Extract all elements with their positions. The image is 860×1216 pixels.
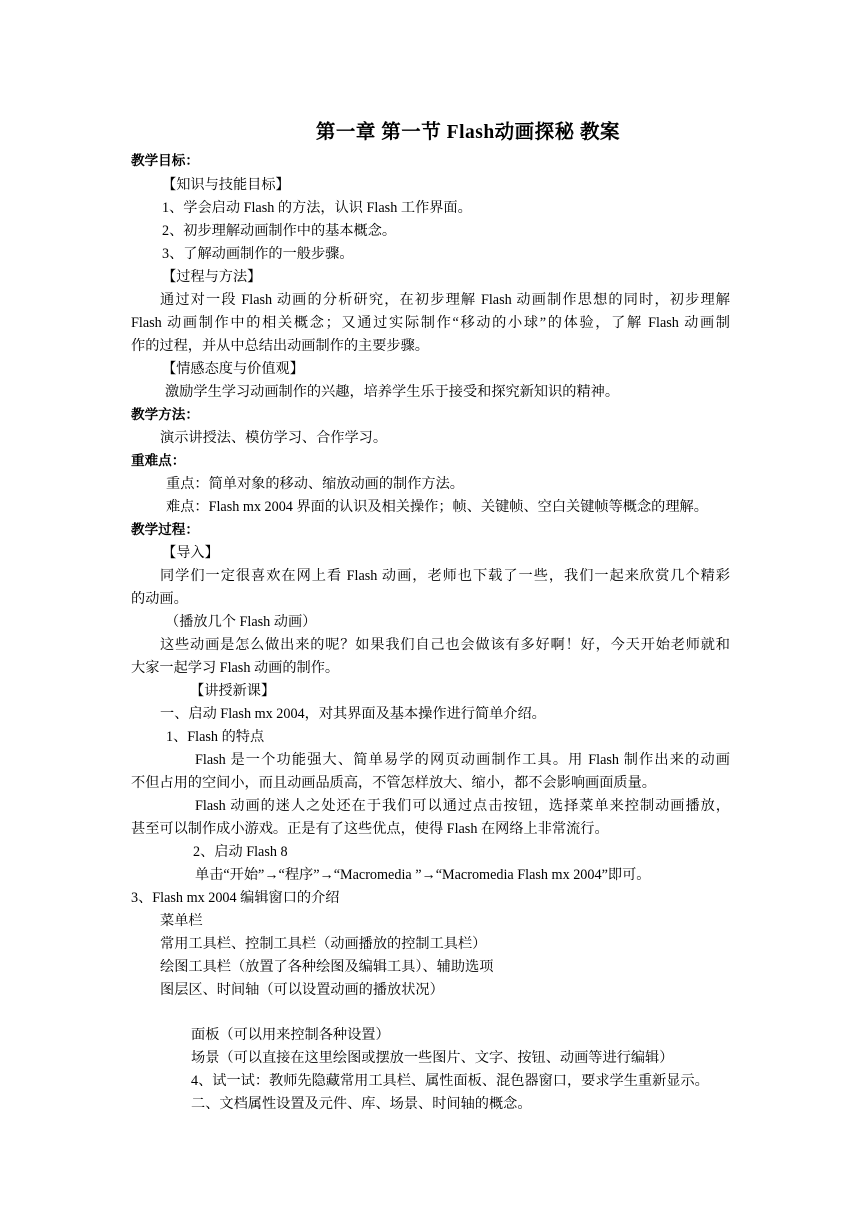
emotion-para: 激励学生学习动画制作的兴趣，培养学生乐于接受和探究新知识的精神。 (165, 384, 620, 400)
intro-para-line-1: 同学们一定很喜欢在网上看 Flash 动画，老师也下载了一些，我们一起来欣赏几个精彩 (160, 568, 730, 584)
knowledge-item-2: 2、初步理解动画制作中的基本概念。 (162, 223, 397, 239)
flash-features-line-2: 不但占用的空间小，而且动画品质高，不管怎样放大、缩小，都不会影响画面质量。 (131, 775, 656, 791)
objectives-heading: 教学目标： (131, 153, 199, 169)
editor-drawing-tools: 绘图工具栏（放置了各种绘图及编辑工具）、辅助选项 (160, 959, 494, 975)
flash-features-heading: 1、Flash 的特点 (166, 729, 265, 745)
keypoint-focus: 重点：简单对象的移动、缩放动画的制作方法。 (166, 476, 464, 492)
editor-menu-bar: 菜单栏 (160, 913, 203, 929)
lesson-step-1: 一、启动 Flash mx 2004，对其界面及基本操作进行简单介绍。 (160, 706, 546, 722)
process-para-line-1: 通过对一段 Flash 动画的分析研究，在初步理解 Flash 动画制作思想的同时，初步理解 (160, 292, 730, 308)
launch-flash-steps: 单击“开始”→“程序”→“Macromedia ”→“Macromedia Flash mx 2004”即可。 (195, 867, 651, 883)
intro-play-note: （播放几个 Flash 动画） (165, 614, 317, 630)
process-para-line-3: 作的过程，并从中总结出动画制作的主要步骤。 (131, 338, 429, 354)
keypoints-heading: 重难点： (131, 453, 186, 469)
try-it-step: 4、试一试：教师先隐藏常用工具栏、属性面板、混色器窗口，要求学生重新显示。 (191, 1073, 709, 1089)
process-para-line-2: Flash 动画制作中的相关概念；又通过实际制作“移动的小球”的体验，了解 Flash 动画制 (131, 315, 730, 331)
editor-window-heading: 3、Flash mx 2004 编辑窗口的介绍 (131, 890, 340, 906)
keypoint-difficulty: 难点：Flash mx 2004 界面的认识及相关操作；帧、关键帧、空白关键帧等概念的理解。 (166, 499, 708, 515)
flash-features-line-1: Flash 是一个功能强大、简单易学的网页动画制作工具。用 Flash 制作出来的动画 (195, 752, 730, 768)
knowledge-item-3: 3、了解动画制作的一般步骤。 (162, 246, 354, 262)
lesson-step-2: 二、文档属性设置及元件、库、场景、时间轴的概念。 (191, 1096, 532, 1112)
page-title: 第一章 第一节 Flash动画探秘 教案 (315, 122, 621, 143)
flash-features-line-4: 甚至可以制作成小游戏。正是有了这些优点，使得 Flash 在网络上非常流行。 (131, 821, 609, 837)
knowledge-heading: 【知识与技能目标】 (162, 177, 290, 193)
methods-para: 演示讲授法、模仿学习、合作学习。 (160, 430, 388, 446)
editor-toolbars: 常用工具栏、控制工具栏（动画播放的控制工具栏） (160, 936, 487, 952)
flash-features-line-3: Flash 动画的迷人之处还在于我们可以通过点击按钮，选择菜单来控制动画播放， (195, 798, 730, 814)
intro-para-line-4: 大家一起学习 Flash 动画的制作。 (131, 660, 340, 676)
editor-panels: 面板（可以用来控制各种设置） (191, 1027, 390, 1043)
intro-heading: 【导入】 (162, 545, 219, 561)
teaching-process-heading: 教学过程： (131, 522, 199, 538)
emotion-heading: 【情感态度与价值观】 (162, 361, 304, 377)
intro-para-line-2: 的动画。 (131, 591, 188, 607)
intro-para-line-3: 这些动画是怎么做出来的呢？如果我们自己也会做该有多好啊！好，今天开始老师就和 (160, 637, 730, 653)
process-heading: 【过程与方法】 (162, 269, 262, 285)
launch-flash-heading: 2、启动 Flash 8 (193, 844, 288, 860)
editor-layers-timeline: 图层区、时间轴（可以设置动画的播放状况） (160, 982, 444, 998)
editor-stage: 场景（可以直接在这里绘图或摆放一些图片、文字、按钮、动画等进行编辑） (191, 1050, 674, 1066)
methods-heading: 教学方法： (131, 407, 199, 423)
new-lesson-heading: 【讲授新课】 (190, 683, 276, 699)
knowledge-item-1: 1、学会启动 Flash 的方法，认识 Flash 工作界面。 (162, 200, 472, 216)
